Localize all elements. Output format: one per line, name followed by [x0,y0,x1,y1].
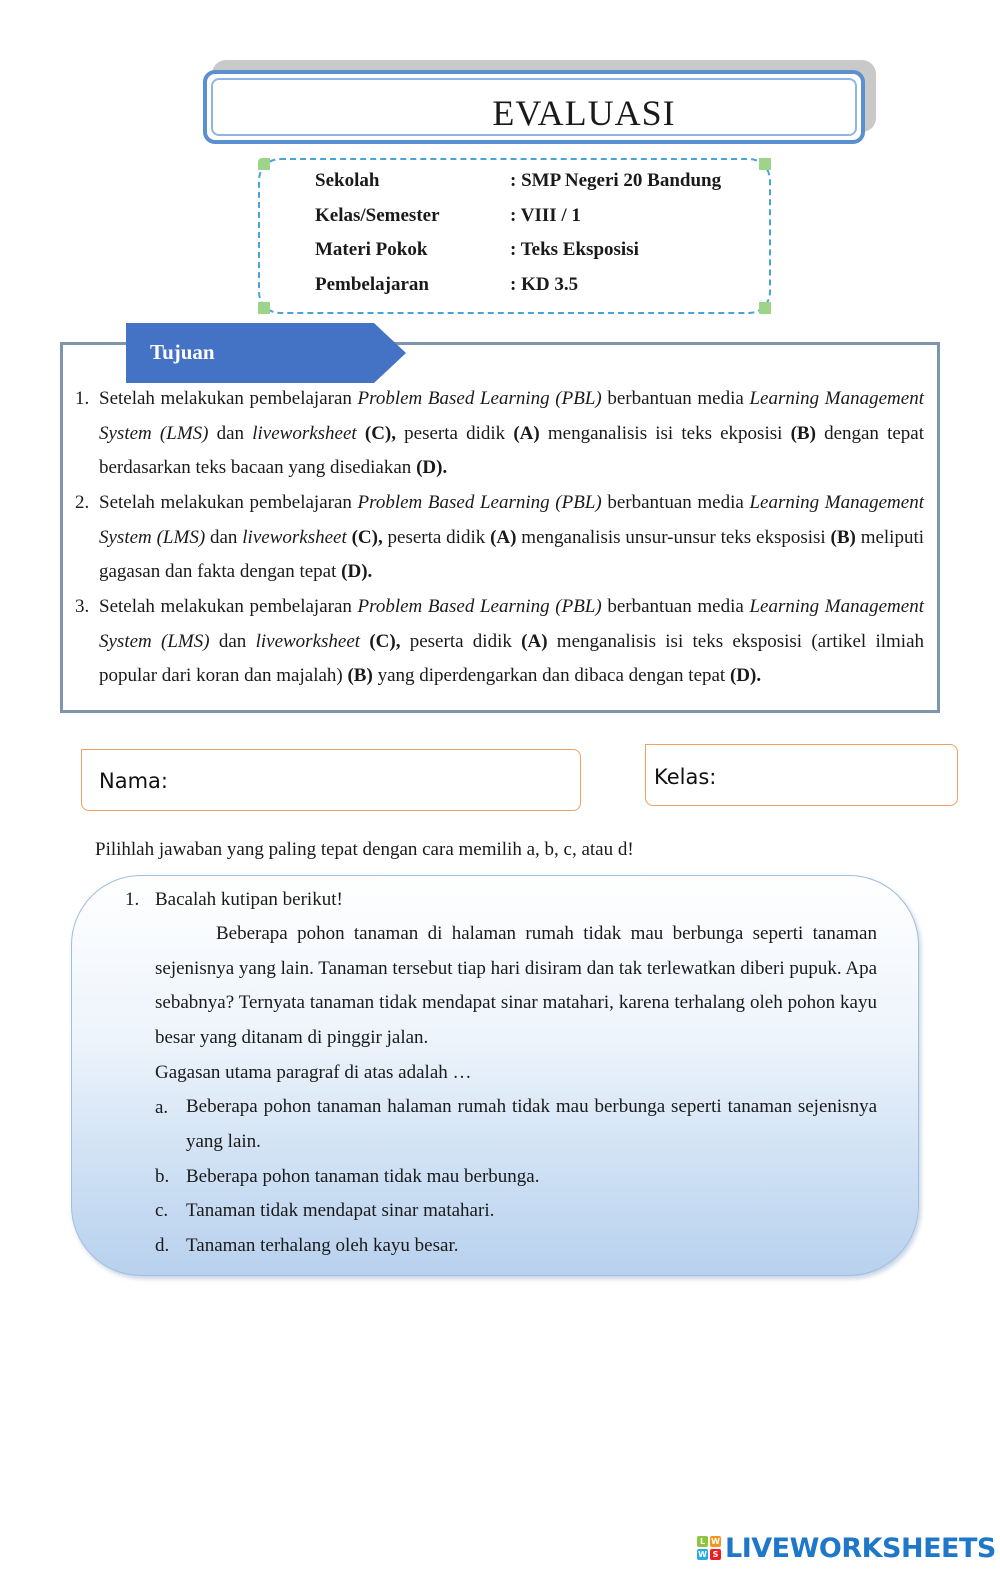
info-label-pembelajaran: Pembelajaran [315,274,429,295]
page-title: EVALUASI [492,93,676,133]
objective-text: Setelah melakukan pembelajaran Problem Based Learning (PBL) berbantuan media Learning Management System (LMS) dan liveworksheet (C), peserta didik (A) menganalisis unsur-unsur teks eksposisi (B) meliputi gagasan dan fakta dengan tepat (D). [99,492,925,583]
question-number: 1. [125,889,140,910]
option-b[interactable]: Beberapa pohon tanaman tidak mau berbunga. [186,1166,540,1187]
corner-decoration [258,158,270,170]
info-value-pembelajaran: : KD 3.5 [510,274,579,295]
info-value-materi-pokok: : Teks Eksposisi [510,239,639,260]
class-label: Kelas: [654,765,717,789]
option-c[interactable]: Tanaman tidak mendapat sinar matahari. [186,1200,495,1221]
option-b-letter: b. [155,1166,170,1187]
title-banner [203,70,865,144]
school-info-box [258,158,771,314]
objective-item [75,382,924,486]
corner-decoration [759,158,771,170]
objective-number: 2. [75,492,90,513]
question-passage: Beberapa pohon tanaman di halaman rumah tidak mau berbunga seperti tanaman sejenisnya yang lain. Tanaman tersebut tiap hari disiram dan tak terlewatkan diberi pupuk. Apa sebabnya? Ternyata tanaman tidak mendapat sinar matahari, karena terhalang oleh pohon kayu besar yang ditanam di pinggir jalan. [155,923,877,1048]
info-value-kelas-semester: : VIII / 1 [510,205,581,226]
objective-number: 1. [75,388,90,409]
option-d-letter: d. [155,1235,170,1256]
objectives-label: Tujuan [150,340,215,364]
class-field[interactable] [645,744,958,806]
option-c-letter: c. [155,1200,169,1221]
objective-item [75,486,924,590]
name-field[interactable] [81,749,581,811]
name-label: Nama: [99,769,168,793]
objective-text: Setelah melakukan pembelajaran Problem Based Learning (PBL) berbantuan media Learning Management System (LMS) dan liveworksheet (C), peserta didik (A) menganalisis isi teks eksposisi (artikel ilmiah popular dari koran dan majalah) (B) yang diperdengarkan dan dibaca dengan tepat (D). [99,596,925,687]
objective-number: 3. [75,596,90,617]
info-value-sekolah: : SMP Negeri 20 Bandung [510,170,722,191]
info-label-sekolah: Sekolah [315,170,380,191]
corner-decoration [759,302,771,314]
option-d[interactable]: Tanaman terhalang oleh kayu besar. [186,1235,459,1256]
question-text: Gagasan utama paragraf di atas adalah … [155,1062,472,1083]
info-label-kelas-semester: Kelas/Semester [315,205,440,226]
logo-grid-icon: L W W S [698,1537,720,1559]
info-label-materi-pokok: Materi Pokok [315,239,428,260]
logo-text: LIVEWORKSHEETS [725,1533,996,1564]
option-a[interactable]: Beberapa pohon tanaman halaman rumah tidak mau berbunga seperti tanaman sejenisnya yang lain. [186,1096,877,1152]
corner-decoration [258,302,270,314]
instruction-text: Pilihlah jawaban yang paling tepat dengan cara memilih a, b, c, atau d! [95,839,634,860]
option-a-letter: a. [155,1097,169,1118]
question-prompt: Bacalah kutipan berikut! [155,889,343,910]
objective-text: Setelah melakukan pembelajaran Problem Based Learning (PBL) berbantuan media Learning Management System (LMS) dan liveworksheet (C), peserta didik (A) menganalisis isi teks ekposisi (B) dengan tepat berdasarkan teks bacaan yang disediakan (D). [99,388,925,479]
objective-item [75,590,924,694]
objectives-tab [126,323,406,383]
